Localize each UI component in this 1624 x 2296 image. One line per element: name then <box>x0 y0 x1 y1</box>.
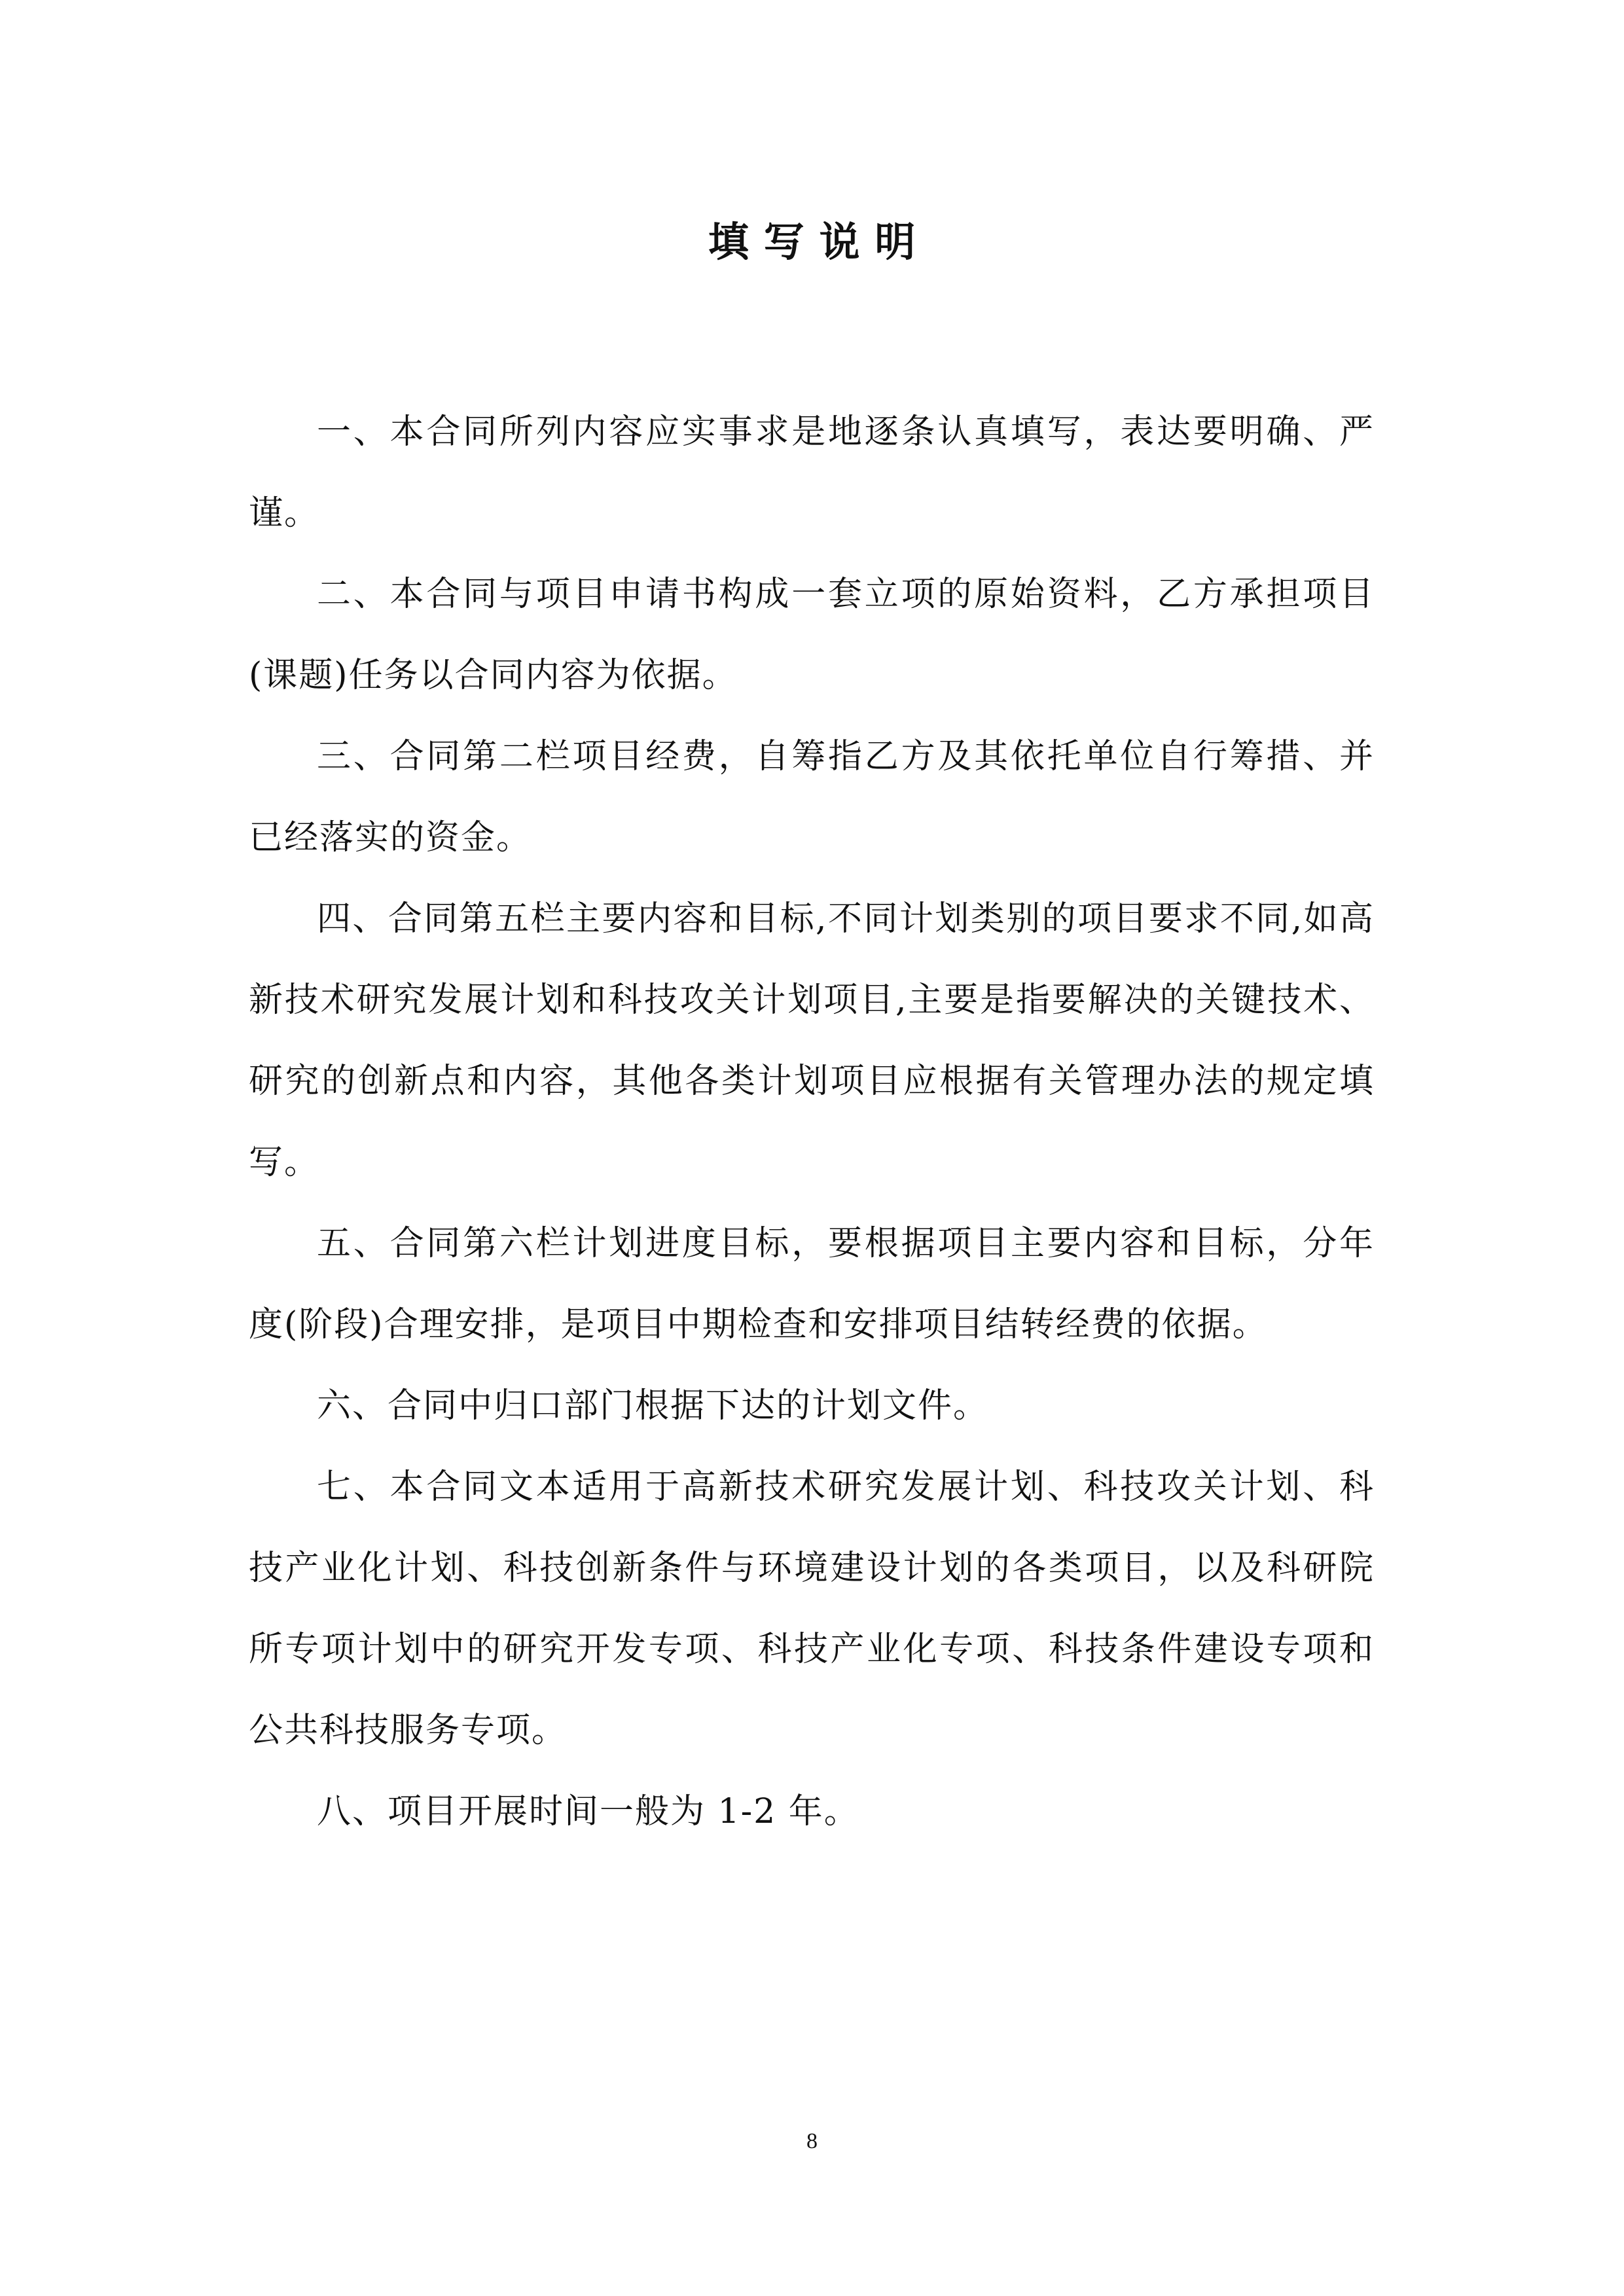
instruction-paragraph-8: 八、项目开展时间一般为 1-2 年。 <box>317 1792 859 1831</box>
instruction-paragraph-5: 五、合同第六栏计划进度目标，要根据项目主要内容和目标，分年度(阶段)合理安排，是项目中期检查和安排项目结转经费的依据。 <box>249 1224 1375 1344</box>
instruction-paragraph-2: 二、本合同与项目申请书构成一套立项的原始资料，乙方承担项目(课题)任务以合同内容为依据。 <box>249 575 1375 695</box>
instruction-paragraph-6: 六、合同中归口部门根据下达的计划文件。 <box>317 1386 989 1426</box>
page-number: 8 <box>806 2129 818 2153</box>
instruction-paragraph-1: 一、本合同所列内容应实事求是地逐条认真填写，表达要明确、严谨。 <box>249 412 1375 533</box>
instruction-paragraph-7: 七、本合同文本适用于高新技术研究发展计划、科技攻关计划、科技产业化计划、科技创新条件与环境建设计划的各类项目，以及科研院所专项计划中的研究开发专项、科技产业化专项、科技条件建设专项和公共科技服务专项。 <box>249 1467 1375 1750</box>
instruction-paragraph-3: 三、合同第二栏项目经费，自筹指乙方及其依托单位自行筹措、并已经落实的资金。 <box>249 737 1375 857</box>
page-title: 填 写 说 明 <box>708 218 916 266</box>
instruction-paragraph-4: 四、合同第五栏主要内容和目标,不同计划类别的项目要求不同,如高新技术研究发展计划和科技攻关计划项目,主要是指要解决的关键技术、研究的创新点和内容，其他各类计划项目应根据有关管理办法的规定填写。 <box>249 899 1375 1182</box>
instructions-body <box>249 391 1375 1852</box>
